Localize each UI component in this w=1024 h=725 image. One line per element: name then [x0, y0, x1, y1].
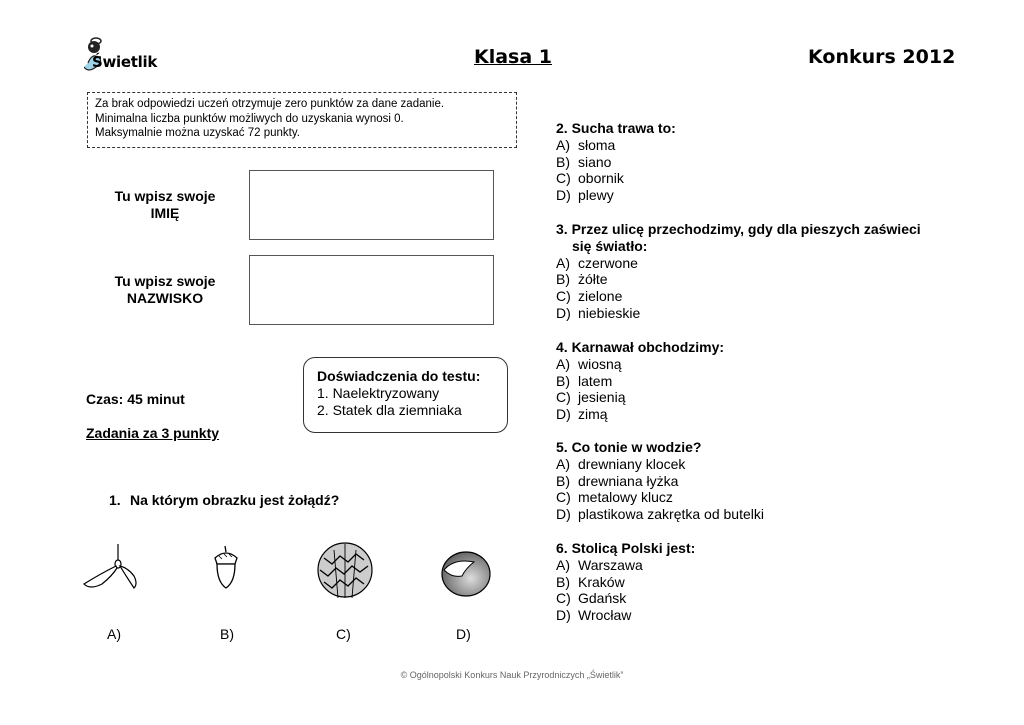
experiments-box	[303, 357, 508, 433]
rules-box	[87, 92, 517, 148]
section-heading: Zadania za 3 punkty	[86, 425, 220, 441]
q1-answer-b: B)	[220, 626, 234, 642]
question-2: 2. Sucha trawa to: A) słoma B) siano C) obornik D) plewy	[556, 120, 676, 204]
name-label: Tu wpisz swoje IMIĘ	[114, 188, 216, 221]
experiment-item: 1. Naelektryzowany	[317, 385, 440, 401]
q1-answer-a: A)	[107, 626, 121, 642]
experiment-item: 2. Statek dla ziemniaka	[317, 402, 462, 418]
surname-label: Tu wpisz swoje NAZWISKO	[114, 273, 216, 306]
q1-answer-c: C)	[336, 626, 351, 642]
rule-line: Za brak odpowiedzi uczeń otrzymuje zero punktów za dane zadanie.	[95, 98, 445, 110]
name-field[interactable]	[249, 170, 494, 240]
rule-line: Minimalna liczba punktów możliwych do uzyskania wynosi 0.	[95, 112, 404, 125]
question-3: 3. Przez ulicę przechodzimy, gdy dla pieszych zaświeci się światło: A) czerwone B) żółte C) zielone D) niebieskie	[556, 221, 921, 321]
time-label: Czas: 45 minut	[86, 391, 185, 407]
chestnut-icon	[440, 548, 492, 598]
footer: © Ogólnopolski Konkurs Nauk Przyrodniczych „Świetlik”	[400, 670, 624, 680]
question-4: 4. Karnawał obchodzimy: A) wiosną B) latem C) jesienią D) zimą	[556, 339, 725, 423]
q1-number: 1.	[109, 492, 121, 508]
question-6: 6. Stolicą Polski jest: A) Warszawa B) Kraków C) Gdańsk D) Wrocław	[556, 540, 696, 624]
question-5: 5. Co tonie w wodzie? A) drewniany klocek B) drewniana łyżka C) metalowy klucz D) plastikowa zakrętka od butelki	[556, 439, 764, 523]
swietlik-logo	[84, 33, 164, 75]
contest-title: Konkurs 2012	[808, 46, 956, 68]
grade-title: Klasa 1	[474, 46, 553, 68]
pine-cone-icon	[314, 540, 376, 600]
experiments-title: Doświadczenia do testu:	[317, 368, 481, 384]
logo-text: Świetlik	[92, 53, 158, 71]
q1-answer-d: D)	[456, 626, 471, 642]
q1-text: Na którym obrazku jest żołądź?	[130, 492, 340, 508]
maple-seed-icon	[80, 540, 140, 596]
surname-field[interactable]	[249, 255, 494, 325]
rule-line: Maksymalnie można uzyskać 72 punkty.	[95, 127, 300, 139]
acorn-icon	[211, 544, 241, 592]
